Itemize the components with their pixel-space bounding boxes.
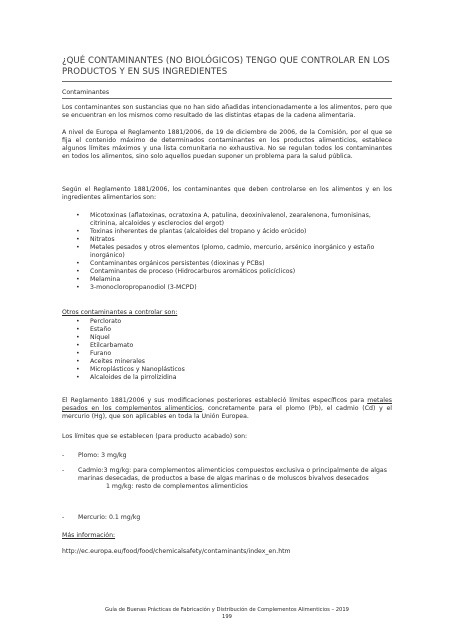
section-divider <box>62 98 392 99</box>
list-item: • Alcaloides de la pirrolizidina <box>62 374 392 382</box>
paragraph-contaminant-intro: Según el Reglamento 1881/2006, los contaminantes que deben controlarse en los alimentos y en los ingredientes alimentarios son: <box>62 186 392 201</box>
list-item: • Perclorato <box>62 318 392 326</box>
paragraph-text: El Reglamento 1881/2006 y sus modificaciones posteriores estableció límites específicos para <box>62 397 368 404</box>
limit-cadmium <box>62 467 392 491</box>
page-title: ¿QUÉ CONTAMINANTES (NO BIOLÓGICOS) TENGO QUE CONTROLAR EN LOS PRODUCTOS Y EN SUS INGREDIENTES <box>62 56 390 77</box>
heavy-metals-link-text: metales pesados en los complementos alimenticios <box>62 397 392 412</box>
paragraph-definition: Los contaminantes son sustancias que no han sido añadidas intencionadamente a los alimentos, pero que se encuentran en los mismos como resultado de las distintas etapas de la cadena alimentaria. <box>62 104 392 119</box>
limit-mercury <box>62 514 392 522</box>
dash-marker: - <box>62 452 65 459</box>
list-item: • Aceites minerales <box>62 358 392 366</box>
list-item: • Toxinas inherentes de plantas (alcaloides del tropano y ácido erúcido) <box>62 228 392 236</box>
title-divider <box>62 81 392 82</box>
list-item: • Níquel <box>62 334 392 342</box>
list-item: • Estaño <box>62 326 392 334</box>
list-item: • Contaminantes orgánicos persistentes (dioxinas y PCBs) <box>62 260 392 268</box>
section-heading: Contaminantes <box>62 89 110 96</box>
list-item: • Micotoxinas (aflatoxinas, ocratoxina A, patulina, deoxinivalenol, zearalenona, fumonisinas, citrinina, alcaloides y esclerocios del ergot) <box>62 212 392 228</box>
limit-subtext: 1 mg/kg: resto de complementos alimenticios <box>106 483 248 490</box>
more-info-url[interactable]: http://ec.europa.eu/food/food/chemicalsafety/contaminants/index_en.htm <box>62 548 291 555</box>
page-footer <box>62 607 392 621</box>
list-item: • 3-monocloropropanodiol (3-MCPD) <box>62 284 392 292</box>
list-item: • Microplásticos y Nanoplásticos <box>62 366 392 374</box>
limit-lead <box>62 452 392 460</box>
paragraph-regulation: A nivel de Europa el Reglamento 1881/2006, de 19 de diciembre de 2006, de la Comisión, por el que se fija el contenido máximo de determinados contaminantes en los productos alimenticios, establece algunos límites máximos y una lista comunitaria no exhaustiva. No se regulan todos los contaminantes en todos los alimentos, sino solo aquellos puedan suponer un problema para la salud pública. <box>62 129 392 160</box>
other-contaminant-list <box>62 318 392 382</box>
paragraph-text: , concretamente para el plomo (Pb), el cadmio (Cd) y el mercurio (Hg), que son aplicables en toda la Unión Europea. <box>62 405 392 420</box>
more-info-heading: Más información: <box>62 532 116 539</box>
list-item: • Metales pesados y otros elementos (plomo, cadmio, mercurio, arsénico inorgánico y estaño inorgánico) <box>62 244 392 260</box>
other-contaminants-heading: Otros contaminantes a controlar son: <box>62 309 178 316</box>
limit-text: Mercurio: 0.1 mg/kg <box>78 514 141 521</box>
paragraph-heavy-metals <box>62 397 392 421</box>
dash-marker: - <box>62 467 65 474</box>
limit-text: Plomo: 3 mg/kg <box>78 452 127 459</box>
contaminant-list <box>62 212 392 292</box>
dash-marker: - <box>62 514 65 521</box>
list-item: • Melamina <box>62 276 392 284</box>
list-item: • Etilcarbamato <box>62 342 392 350</box>
list-item: • Contaminantes de proceso (Hidrocarburos aromáticos policíclicos) <box>62 268 392 276</box>
list-item: • Nitratos <box>62 236 392 244</box>
footer-guide-title: Guía de Buenas Prácticas de Fabricación y Distribución de Complementos Alimenticios – 2019 <box>105 607 349 613</box>
page-number: 199 <box>222 614 232 620</box>
list-item: • Furano <box>62 350 392 358</box>
limit-text: Cadmio:3 mg/kg: para complementos alimenticios compuestos exclusiva o principalmente de algas marinas desecadas, de productos a base de algas marinas o de moluscos bivalvos desecados <box>78 467 387 482</box>
paragraph-limits-intro: Los límites que se establecen (para producto acabado) son: <box>62 433 248 440</box>
